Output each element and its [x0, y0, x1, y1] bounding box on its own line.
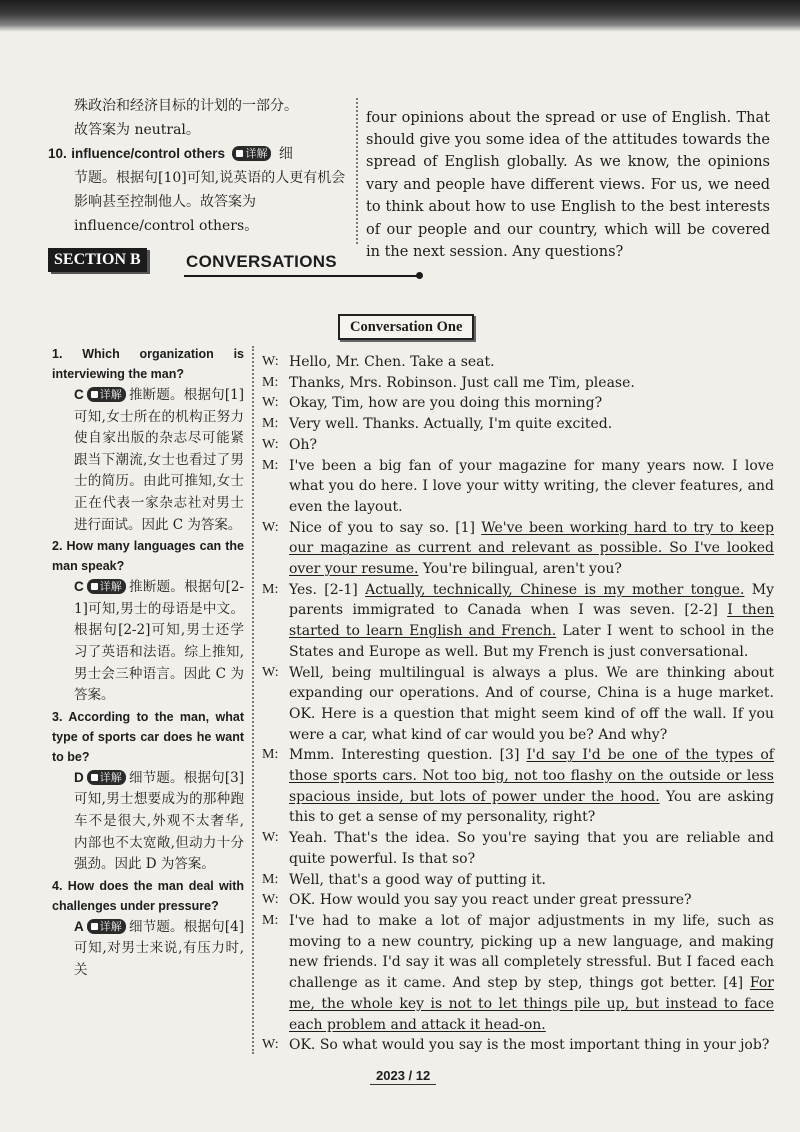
question-number: 3.: [52, 709, 63, 724]
utterance-text: I've had to make a lot of major adjustments in my life, such as moving to a new country, picking up a new language, and making new friends. I'd say it was all completely stressful. But I faced each challenge as it came. And step by step, things got better. [4]: [289, 912, 774, 992]
answer-10-title: influence/control others: [71, 146, 226, 161]
dialogue-turn: [262, 518, 774, 580]
section-title: CONVERSATIONS: [186, 252, 337, 271]
dialogue-turn: [262, 456, 774, 518]
speaker-label: M:: [262, 457, 279, 473]
dialogue-turn: [262, 435, 774, 456]
previous-transcript-end: four opinions about the spread or use of English. That should give you some idea of the attitudes towards the spread of English globally. As we know, the opinions vary and people have different views. For us, we need to think about how to use English to the best interests of our people and our country, which will be covered in the next session. Any questions?: [366, 109, 770, 260]
answer-explanation: [52, 767, 244, 876]
answer-letter: C: [74, 579, 84, 595]
conversation-transcript: [262, 352, 774, 1056]
question-type: 推断题。: [128, 579, 185, 596]
utterance-text: OK. So what would you say is the most important thing in your job?: [289, 1037, 770, 1054]
utterance-text: You're bilingual, aren't you?: [418, 561, 622, 578]
section-dot: [416, 272, 423, 279]
question-type: 细节题。: [128, 769, 184, 786]
answer-letter: C: [74, 387, 84, 402]
utterance-text: Okay, Tim, how are you doing this morning?: [289, 395, 603, 412]
underlined-key-sentence: Actually, technically, Chinese is my mother tongue.: [365, 581, 745, 598]
explanation-text: 根据句[3]可知,男士想要成为的那种跑车不是很大,外观不太奢华,内部也不太宽敞,但动力十分强劲。因此 D 为答案。: [74, 769, 244, 873]
detail-tag: [87, 387, 126, 402]
speaker-label: W:: [262, 395, 279, 411]
utterance: [289, 456, 774, 518]
question-title: [52, 876, 244, 916]
detail-tag: [87, 919, 126, 934]
question-type: 推断题。: [128, 387, 184, 403]
column-divider: [356, 98, 358, 244]
book-icon: [91, 923, 98, 930]
question-item: [52, 344, 244, 536]
answer-letter: D: [74, 769, 84, 785]
utterance: [289, 745, 774, 828]
speaker-label: W:: [262, 519, 279, 535]
underlined-key-sentence: For me, the whole key is not to let things pile up, but instead to face each problem and attack it head-on.: [289, 975, 774, 1033]
utterance: [289, 352, 774, 373]
utterance: [289, 870, 774, 891]
question-type: 细节题。: [128, 918, 184, 935]
column-divider: [252, 346, 254, 1054]
utterance-text: Well, that's a good way of putting it.: [289, 871, 546, 888]
utterance: [289, 393, 774, 414]
book-icon: [91, 774, 98, 781]
utterance-text: Very well. Thanks. Actually, I'm quite excited.: [289, 416, 613, 433]
utterance-text: Hello, Mr. Chen. Take a seat.: [289, 354, 495, 370]
dialogue-turn: [262, 393, 774, 414]
utterance-text: Thanks, Mrs. Robinson. Just call me Tim, please.: [289, 374, 635, 391]
previous-answer-continuation: 殊政治和经济目标的计划的一部分。 故答案为 neutral。: [74, 98, 298, 138]
utterance: [289, 1035, 774, 1056]
answer-10-explanation: 节题。根据句[10]可知,说英语的人更有机会影响甚至控制他人。故答案为 influence/control others。: [74, 170, 346, 234]
utterance: [289, 518, 774, 580]
book-icon: [91, 583, 98, 590]
detail-tag-label: 详解: [99, 388, 122, 401]
dialogue-turn: [262, 745, 774, 828]
utterance: [289, 414, 774, 435]
answer-explanation: [52, 384, 244, 536]
detail-tag: [87, 579, 126, 594]
utterance: [289, 828, 774, 869]
dialogue-turn: [262, 414, 774, 435]
speaker-label: W:: [262, 1037, 279, 1053]
dialogue-turn: [262, 663, 774, 746]
question-number: 1.: [52, 347, 63, 361]
dialogue-turn: [262, 828, 774, 869]
speaker-label: W:: [262, 354, 279, 369]
question-text: How many languages can the man speak?: [52, 539, 244, 574]
detail-tag-label: 详解: [99, 919, 122, 933]
book-icon: [236, 150, 243, 157]
question-title: [52, 707, 244, 767]
question-title: [52, 536, 244, 576]
utterance-text: Yes. [2-1]: [289, 581, 366, 598]
speaker-label: M:: [262, 747, 279, 763]
question-item: [52, 536, 244, 707]
underlined-key-sentence: I then started to learn English and French.: [289, 602, 774, 640]
answer-explanation: [52, 576, 244, 707]
utterance-text: I've been a big fan of your magazine for many years now. I love what you do here. I love your witty writing, the clever features, and even the layout.: [289, 457, 774, 515]
detail-tag: [87, 770, 126, 785]
utterance: [289, 435, 774, 456]
dialogue-turn: [262, 890, 774, 911]
detail-tag: 详解: [232, 146, 271, 161]
underlined-key-sentence: I'd say I'd be one of the types of those sports cars. Not too big, not too flashy on the outside or less spacious inside, but lots of power under the hood.: [289, 747, 774, 805]
explanation-text: 根据句[1]可知,女士所在的机构正努力使自家出版的杂志尽可能紧跟当下潮流,女士也看过了男士的简历。由此可推知,女士正在代表一家杂志社对男士进行面试。因此 C 为答案。: [74, 387, 244, 533]
question-text: According to the man, what type of sports car does he want to be?: [52, 709, 244, 764]
utterance: [289, 890, 774, 911]
question-number: 2.: [52, 539, 63, 554]
scan-top-shadow: [0, 0, 800, 26]
speaker-label: W:: [262, 830, 279, 846]
utterance-text: Nice of you to say so. [1]: [289, 519, 482, 536]
explanation-text: 根据句[2-1]可知,男士的母语是中文。根据句[2-2]可知,男士还学习了英语和法语。综上推知,男士会三种语言。因此 C 为答案。: [74, 579, 245, 704]
utterance-text: Yeah. That's the idea. So you're saying that you are reliable and quite powerful. Is that so?: [289, 830, 774, 867]
utterance-text: You are asking this to get a sense of my personality, right?: [289, 788, 774, 826]
utterance: [289, 373, 774, 394]
detail-tag-label: 详解: [99, 580, 122, 594]
utterance-text: Later I went to school in the States and Europe as well. But my French is just conversational.: [289, 623, 775, 660]
book-icon: [91, 391, 98, 398]
dialogue-turn: [262, 911, 774, 1035]
detail-tag-label: 详解: [99, 770, 122, 784]
answer-explanation: [52, 916, 244, 982]
question-text: How does the man deal with challenges under pressure?: [52, 878, 244, 913]
utterance-text: Mmm. Interesting question. [3]: [289, 747, 527, 764]
question-text: Which organization is interviewing the man?: [52, 347, 244, 381]
utterance: [289, 580, 774, 663]
explanation-text: 根据句[4]可知,对男士来说,有压力时,关: [74, 918, 244, 978]
question-item: [52, 707, 244, 876]
dialogue-turn: [262, 1035, 774, 1056]
answer-letter: A: [74, 918, 84, 934]
speaker-label: M:: [262, 912, 279, 928]
underlined-key-sentence: We've been working hard to try to keep our magazine as current and relevant as possible. So I've looked over your resume.: [289, 519, 774, 578]
speaker-label: W:: [262, 436, 279, 452]
speaker-label: W:: [262, 664, 279, 680]
utterance-text: OK. How would you say you react under great pressure?: [289, 892, 692, 909]
speaker-label: W:: [262, 892, 279, 908]
speaker-label: M:: [262, 416, 279, 432]
section-label: SECTION B: [48, 248, 147, 272]
question-title: [52, 344, 244, 384]
top-left-answers: [48, 94, 348, 238]
speaker-label: M:: [262, 374, 279, 390]
dialogue-turn: [262, 373, 774, 394]
speaker-label: M:: [262, 871, 279, 887]
utterance-text: Well, being multilingual is always a plus. We are thinking about expanding our operations. And of course, China is a huge market. OK. Here is a question that might seem kind of off the wall. If you were a car, what kind of car would you be? And why?: [289, 664, 774, 743]
page-number: 2023 / 12: [370, 1068, 436, 1085]
conversation-title: Conversation One: [338, 314, 474, 340]
section-underline: [184, 275, 420, 277]
question-item: [52, 876, 244, 982]
speaker-label: M:: [262, 581, 279, 597]
dialogue-turn: [262, 352, 774, 373]
dialogue-turn: [262, 870, 774, 891]
utterance-text: Oh?: [289, 436, 317, 453]
utterance: [289, 911, 774, 1035]
question-number: 4.: [52, 878, 63, 893]
question-column: [52, 344, 244, 981]
utterance: [289, 663, 774, 746]
utterance-text: My parents immigrated to Canada when I was seven. [2-2]: [289, 581, 774, 619]
answer-10: 10. influence/control others 详解 细: [48, 146, 293, 162]
dialogue-turn: [262, 580, 774, 663]
